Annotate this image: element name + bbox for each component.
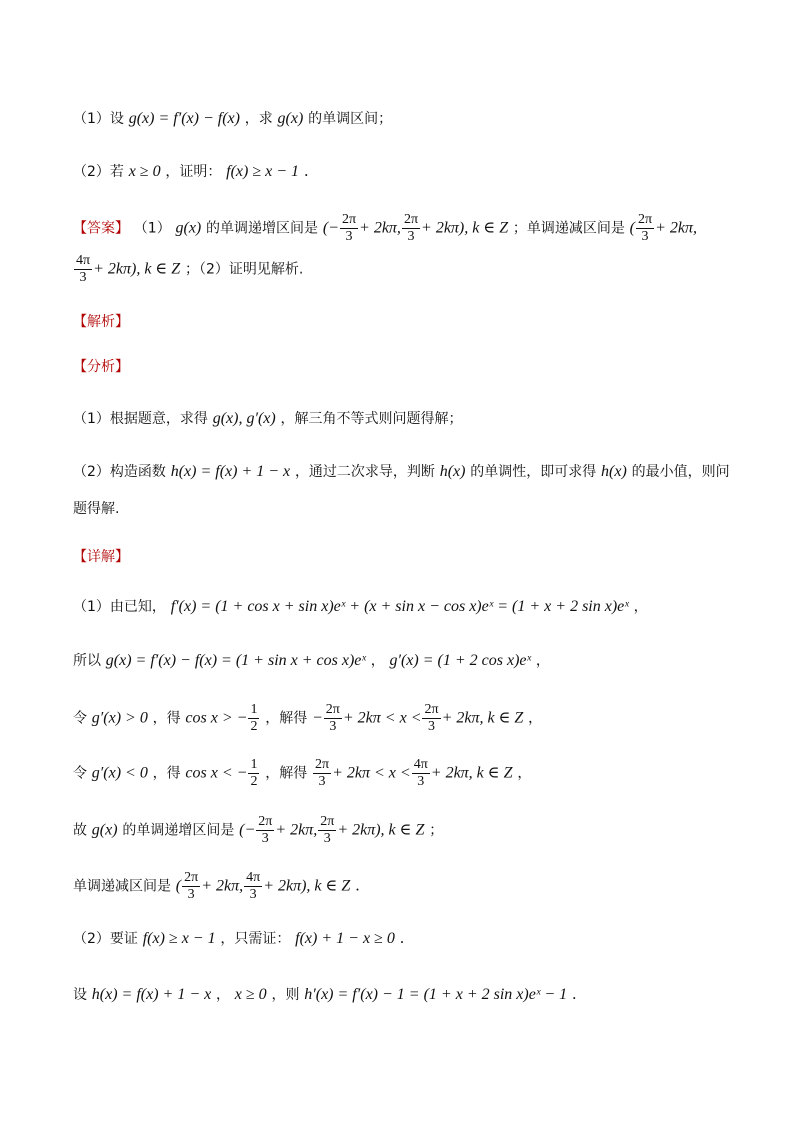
frac-den: 3 xyxy=(428,719,436,734)
d6-mid: + 2kπ, xyxy=(201,877,244,895)
detail-8 xyxy=(73,982,733,1007)
q1-text: ，求 xyxy=(244,111,273,127)
analysis1-text2: ，解三角不等式则问题得解； xyxy=(280,411,463,427)
q2-end: . xyxy=(303,162,309,180)
xiangjie-heading: 【详解】 xyxy=(73,549,129,565)
answer-dec-pre: ( xyxy=(629,219,635,237)
analysis1-text1: （1）根据题意，求得 xyxy=(73,411,208,427)
answer-dec-label: ；单调递减区间是 xyxy=(512,220,625,237)
analysis2-expr: h(x) = f(x) + 1 − x xyxy=(170,463,291,480)
fraction xyxy=(248,702,259,735)
q1-label: （1）设 xyxy=(73,111,124,127)
analysis2-h: h(x) xyxy=(439,463,466,480)
answer-tag: 【答案】 xyxy=(73,220,129,237)
fraction xyxy=(422,702,440,735)
detail-6 xyxy=(73,870,733,903)
answer-inc-pre: (− xyxy=(322,219,339,237)
d8-text1: 设 xyxy=(73,987,87,1003)
d4-end: ， xyxy=(517,765,532,782)
frac-num: 4π xyxy=(413,757,428,772)
d6-end: . xyxy=(355,876,360,895)
frac-den: 3 xyxy=(318,774,326,789)
q1-expr: g(x) = f′(x) − f(x) xyxy=(128,110,240,127)
d3-text3: ，解得 xyxy=(265,710,308,727)
frac-num: 4π xyxy=(76,253,91,268)
analysis2-text1: （2）构造函数 xyxy=(73,464,166,480)
d4-expr2: cos x < − xyxy=(185,764,248,782)
q2-expr: f(x) ≥ x − 1 xyxy=(226,163,300,180)
d4-text2: ，得 xyxy=(152,765,181,782)
analysis2-text4: 的最小值，则问 xyxy=(631,464,730,480)
fraction xyxy=(244,870,262,903)
d8-expr2: h′(x) = f′(x) − 1 = (1 + x + 2 sin x)eˣ − 1 xyxy=(304,986,568,1003)
d8-sep: ， xyxy=(216,987,231,1003)
d5-post: + 2kπ), k ∈ Z xyxy=(337,821,425,839)
d2-end: ， xyxy=(535,653,550,669)
d5-mid: + 2kπ, xyxy=(275,821,318,839)
fraction xyxy=(313,757,331,790)
frac-den: 3 xyxy=(641,229,649,244)
fraction xyxy=(412,757,430,790)
jiexi-heading: 【解析】 xyxy=(73,314,129,330)
fraction xyxy=(402,212,420,245)
frac-num: 1 xyxy=(250,702,258,717)
frac-num: 2π xyxy=(184,870,199,885)
frac-den: 3 xyxy=(417,774,425,789)
d3-pre: − xyxy=(312,709,323,727)
d5-g: g(x) xyxy=(91,821,118,839)
d3-text1: 令 xyxy=(73,710,87,727)
d6-text1: 单调递减区间是 xyxy=(73,878,171,895)
frac-den: 3 xyxy=(345,229,353,244)
d2-expr2: g′(x) = (1 + 2 cos x)eˣ xyxy=(389,652,532,669)
d8-end: . xyxy=(571,985,577,1003)
answer-p1: （1） xyxy=(133,220,171,237)
frac-den: 3 xyxy=(407,229,415,244)
answer-line-1 xyxy=(73,212,733,245)
detail-7 xyxy=(73,926,733,951)
d5-end: ； xyxy=(429,822,444,839)
analysis1-expr: g(x), g′(x) xyxy=(212,410,276,427)
answer-inc-mid1: + 2kπ, xyxy=(359,219,401,237)
d2-expr: g(x) = f′(x) − f(x) = (1 + sin x + cos x)eˣ xyxy=(105,652,366,669)
detail-3 xyxy=(73,702,733,735)
answer-dec-mid1: + 2kπ, xyxy=(655,219,697,237)
d2-text: 所以 xyxy=(73,653,101,669)
d2-sep: ， xyxy=(370,653,385,669)
q2-text: ，证明： xyxy=(165,164,222,180)
frac-num: 1 xyxy=(250,757,258,772)
d4-text1: 令 xyxy=(73,765,87,782)
d7-expr2: f(x) + 1 − x ≥ 0 xyxy=(295,930,395,947)
d4-mid: + 2kπ < x < xyxy=(332,764,411,782)
d3-end: ， xyxy=(528,710,543,727)
answer-line2-text: ；（2）证明见解析. xyxy=(184,261,304,278)
frac-den: 3 xyxy=(329,719,337,734)
d7-text1: （2）要证 xyxy=(73,931,138,947)
frac-den: 3 xyxy=(79,270,87,285)
frac-num: 2π xyxy=(341,212,357,227)
d3-text2: ，得 xyxy=(152,710,181,727)
fraction xyxy=(318,814,336,847)
d7-end: . xyxy=(399,929,405,947)
frac-num: 2π xyxy=(325,702,340,717)
answer-inc-mid2: + 2kπ), k ∈ Z xyxy=(421,219,509,237)
d8-expr1: h(x) = f(x) + 1 − x xyxy=(91,986,212,1003)
answer-line2-end: + 2kπ), k ∈ Z xyxy=(93,260,181,278)
d8-text2: ，则 xyxy=(271,987,300,1003)
d7-expr1: f(x) ≥ x − 1 xyxy=(142,930,216,947)
fraction xyxy=(636,212,654,245)
question-2 xyxy=(73,159,733,184)
frac-num: 2π xyxy=(403,212,419,227)
fraction xyxy=(248,757,259,790)
d6-post: + 2kπ), k ∈ Z xyxy=(263,877,351,895)
frac-den: 2 xyxy=(250,774,258,789)
analysis-1 xyxy=(73,406,733,431)
frac-den: 2 xyxy=(250,719,258,734)
analysis-2-line2: 题得解. xyxy=(73,501,120,517)
d1-expr: f′(x) = (1 + cos x + sin x)eˣ + (x + sin x − cos x)eˣ = (1 + x + 2 sin x)eˣ xyxy=(170,598,629,615)
d3-expr2: cos x > − xyxy=(185,709,248,727)
frac-den: 3 xyxy=(323,831,331,846)
d1-end: ， xyxy=(633,599,648,615)
analysis2-text2: ，通过二次求导，判断 xyxy=(294,464,435,480)
d4-text3: ，解得 xyxy=(265,765,308,782)
frac-den: 3 xyxy=(249,887,257,902)
q2-cond: x ≥ 0 xyxy=(128,163,161,180)
d4-expr1: g′(x) < 0 xyxy=(91,764,148,782)
analysis-2 xyxy=(73,459,733,484)
q1-tail: 的单调区间； xyxy=(308,111,393,127)
q2-label: （2）若 xyxy=(73,164,124,180)
d1-text: （1）由已知， xyxy=(73,599,166,615)
d3-post: + 2kπ, k ∈ Z xyxy=(441,709,524,727)
fraction xyxy=(74,253,92,286)
answer-inc-label: 的单调递增区间是 xyxy=(206,220,319,237)
detail-1 xyxy=(73,594,733,619)
d7-text2: ，只需证： xyxy=(220,931,291,947)
d6-pre: ( xyxy=(175,877,182,895)
frac-num: 2π xyxy=(424,702,439,717)
q1-g: g(x) xyxy=(277,110,304,127)
frac-num: 4π xyxy=(246,870,261,885)
answer-line-2 xyxy=(73,253,733,286)
d5-text1: 故 xyxy=(73,822,87,839)
fraction xyxy=(340,212,358,245)
detail-4 xyxy=(73,757,733,790)
d4-post: + 2kπ, k ∈ Z xyxy=(430,764,513,782)
fraction xyxy=(182,870,200,903)
frac-num: 2π xyxy=(315,757,330,772)
frac-den: 3 xyxy=(187,887,195,902)
frac-den: 3 xyxy=(261,831,269,846)
fenxi-heading: 【分析】 xyxy=(73,359,129,375)
fraction xyxy=(324,702,342,735)
question-1 xyxy=(73,106,733,131)
frac-num: 2π xyxy=(258,814,273,829)
analysis2-text3: 的单调性，即可求得 xyxy=(470,464,597,480)
d3-mid: + 2kπ < x < xyxy=(342,709,422,727)
d3-expr1: g′(x) > 0 xyxy=(91,709,148,727)
detail-2 xyxy=(73,648,733,673)
d5-pre: (− xyxy=(239,821,256,839)
frac-num: 2π xyxy=(638,212,653,227)
d8-cond: x ≥ 0 xyxy=(234,986,267,1003)
fraction xyxy=(256,814,274,847)
analysis2-h2: h(x) xyxy=(601,463,627,480)
answer-g: g(x) xyxy=(175,219,202,237)
detail-5 xyxy=(73,814,733,847)
d5-text2: 的单调递增区间是 xyxy=(122,822,235,839)
frac-num: 2π xyxy=(320,814,335,829)
